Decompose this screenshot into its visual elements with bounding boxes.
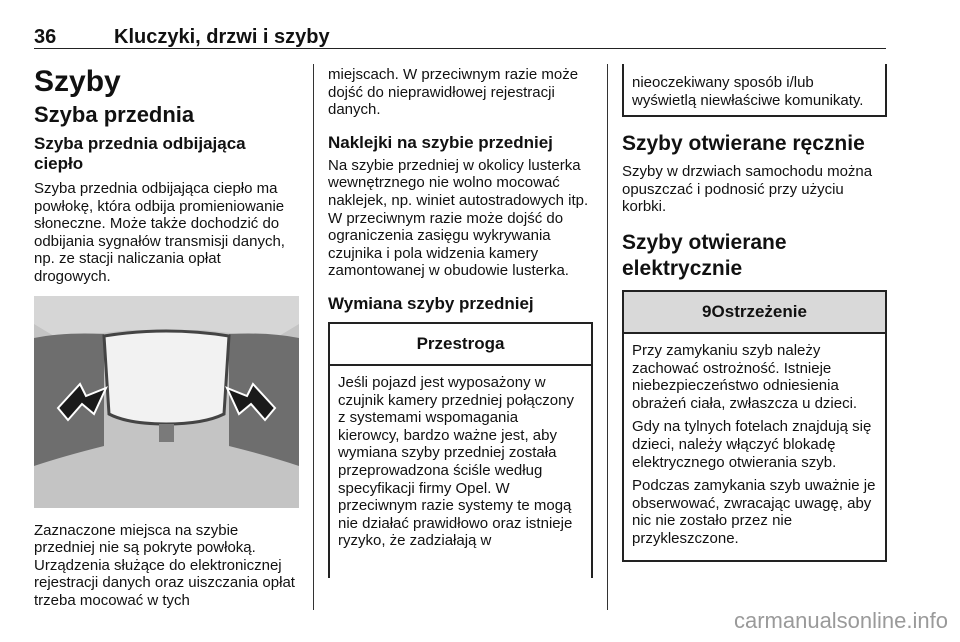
warning-text: Przy zamykaniu szyb należy zachować ostrożność. Istnieje niebezpieczeństwo odniesienia obrażeń ciała, zwłaszcza u dzieci. xyxy=(632,341,858,412)
windshield-mirror-illustration xyxy=(34,296,299,508)
column-2 xyxy=(328,66,593,578)
subsection-heading: Szyby otwierane elektrycznie xyxy=(622,230,787,280)
paragraph: Zaznaczone miejsca na szybie przedniej nie są pokryte powłoką. Urządzenia służące do elektronicznej rejestracji danych oraz uiszczania opłat trzeba mocować w tych xyxy=(34,521,295,609)
warning-header xyxy=(624,292,885,334)
column-3 xyxy=(622,66,887,562)
caution-text-continued: nieoczekiwany sposób i/lub wyświetlą niewłaściwe komunikaty. xyxy=(632,74,864,109)
warning-icon: 9 xyxy=(702,301,712,321)
paragraph: miejscach. W przeciwnym razie może dojść do nieprawidłowej rejestracji danych. xyxy=(328,66,579,119)
paragraph: Szyby w drzwiach samochodu można opuszczać i podnosić przy użyciu korbki. xyxy=(622,163,873,216)
caution-title: Przestroga xyxy=(330,324,591,366)
caution-box xyxy=(328,322,593,578)
warning-box xyxy=(622,290,887,562)
column-divider xyxy=(607,64,608,610)
warning-title: Ostrzeżenie xyxy=(711,301,807,321)
page-header xyxy=(34,26,886,49)
paragraph: Na szybie przedniej w okolicy lusterka wewnętrznego nie wolno mocować naklejek, np. winiet autostradowych itp. W przeciwnym razie może dojść do ograniczenia zasięgu wykrywania czujnika i pola widzenia kamery zamontowanej w obudowie lusterka. xyxy=(328,156,589,280)
caution-text: Jeśli pojazd jest wyposażony w czujnik kamery przedniej połączony z systemami wspomagania kierowcy, bardzo ważne jest, aby wymiana szyby przedniej została przeprowadzona ściśle według specyfikacji firmy Opel. W przeciwnym razie systemy te mogą nie działać prawidłowo oraz istnieje ryzyko, że zadziałają w xyxy=(338,373,574,550)
watermark: carmanualsonline.info xyxy=(733,608,948,633)
warning-text: Podczas zamykania szyb uważnie je obserwować, zwracając uwagę, aby nic nie zostało przez nie przykleszczone. xyxy=(632,477,876,547)
column-1 xyxy=(34,66,299,610)
warning-text: Gdy na tylnych fotelach znajdują się dzieci, należy włączyć blokadę elektrycznego otwierania szyb. xyxy=(632,418,872,471)
column-divider xyxy=(313,64,314,610)
subsection-heading: Szyba przednia xyxy=(34,102,195,127)
page-number: 36 xyxy=(34,26,57,48)
chapter-title: Kluczyki, drzwi i szyby xyxy=(114,26,330,48)
subsection-heading: Szyby otwierane ręcznie xyxy=(622,132,865,156)
topic-heading: Wymiana szyby przedniej xyxy=(328,293,534,313)
section-heading: Szyby xyxy=(34,65,121,98)
topic-heading: Szyba przednia odbijająca ciepło xyxy=(34,134,246,173)
mirror-illustration-svg xyxy=(34,296,299,508)
caution-box-continued xyxy=(622,64,887,117)
topic-heading: Naklejki na szybie przedniej xyxy=(328,132,553,152)
paragraph: Szyba przednia odbijająca ciepło ma powłokę, która odbija promieniowanie słoneczne. Może także dochodzić do odbijania sygnałów transmisji danych, np. ze stacji naliczania opłat drogowych. xyxy=(34,180,285,285)
